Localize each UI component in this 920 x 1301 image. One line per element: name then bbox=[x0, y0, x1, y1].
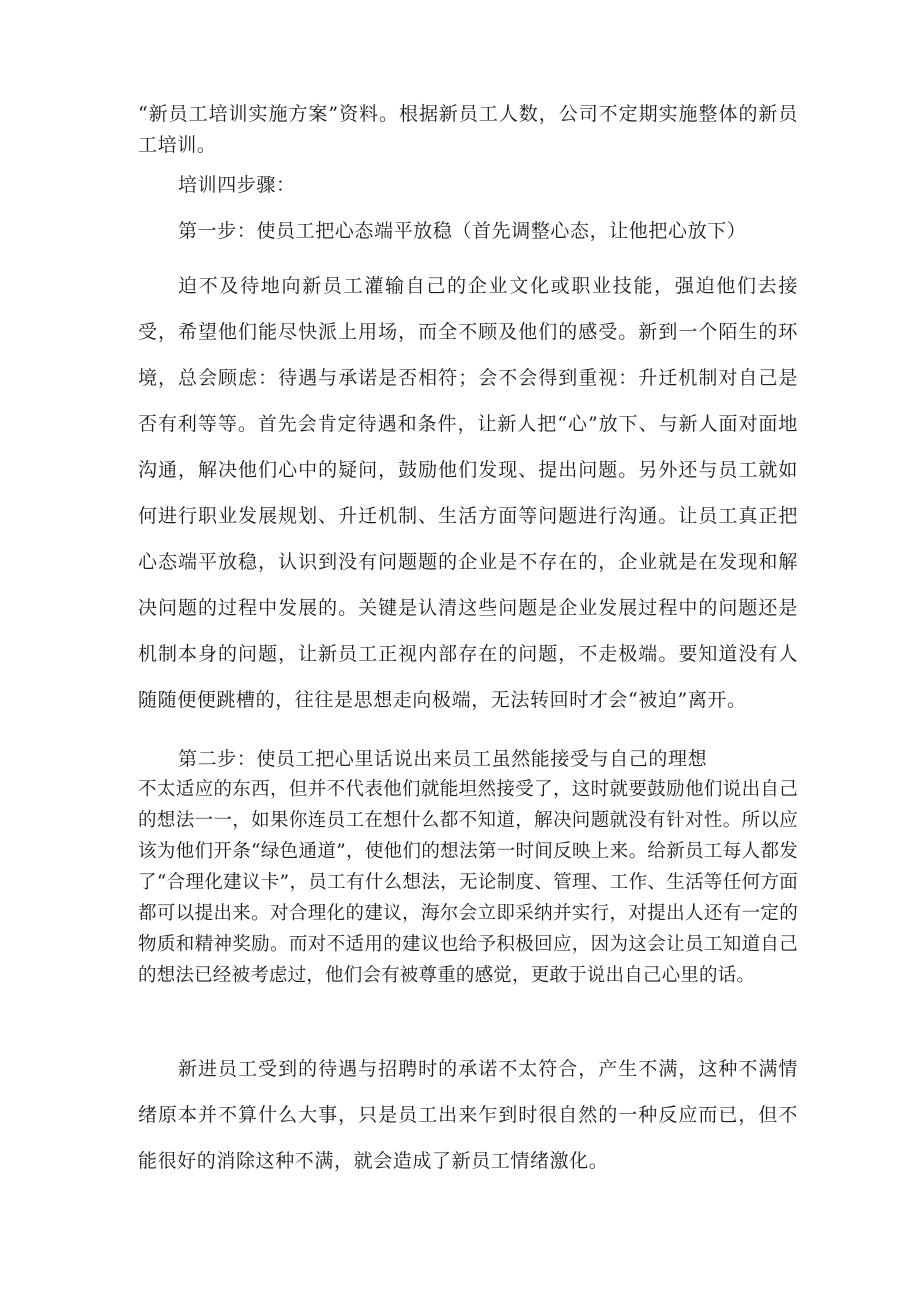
paragraph-closing: 新进员工受到的待遇与招聘时的承诺不太符合，产生不满，这种不满情绪原本并不算什么大事，只是员工出来乍到时很自然的一种反应而已，但不能很好的消除这种不满，就会造成了新员工情绪激化。 bbox=[138, 1058, 798, 1172]
paragraph-step-one-body: 迫不及待地向新员工灌输自己的企业文化或职业技能，强迫他们去接受，希望他们能尽快派上用场，而全不顾及他们的感受。新到一个陌生的环境，总会顾虑：待遇与承诺是否相符；会不会得到重视：升迁机制对自己是否有利等等。首先会肯定待遇和条件，让新人把“心”放下、与新人面对面地沟通，解决他们心中的疑问，鼓励他们发现、提出问题。另外还与员工就如何进行职业发展规划、升迁机制、生活方面等问题进行沟通。让员工真正把心态端平放稳，认识到没有问题题的企业是不存在的，企业就是在发现和解决问题的过程中发展的。关键是认清这些问题是企业发展过程中的问题还是机制本身的问题，让新员工正视内部存在的问题，不走极端。要知道没有人随随便便跳槽的，往往是思想走向极端，无法转回时才会“被迫”离开。 bbox=[138, 275, 798, 711]
paragraph-step-two-body: 不太适应的东西，但并不代表他们就能坦然接受了，这时就要鼓励他们说出自己的想法一一，如果你连员工在想什么都不知道，解决问题就没有针对性。所以应该为他们开条“绿色通道”，使他们的想法第一时间反映上来。给新员工每人都发了“合理化建议卡”，员工有什么想法，无论制度、管理、工作、生活等任何方面都可以提出来。对合理化的建议，海尔会立即采纳并实行，对提出人还有一定的物质和精神奖励。而对不适用的建议也给予积极回应，因为这会让员工知道自己的想法已经被考虑过，他们会有被尊重的感觉，更敢于说出自己心里的话。 bbox=[138, 779, 798, 986]
heading-step-two: 第二步：使员工把心里话说出来员工虽然能接受与自己的理想 bbox=[178, 748, 708, 770]
heading-four-steps: 培训四步骤： bbox=[178, 174, 296, 196]
heading-step-one: 第一步：使员工把心态端平放稳（首先调整心态，让他把心放下） bbox=[178, 220, 747, 242]
paragraph-intro: “新员工培训实施方案”资料。根据新员工人数，公司不定期实施整体的新员工培训。 bbox=[138, 103, 798, 156]
